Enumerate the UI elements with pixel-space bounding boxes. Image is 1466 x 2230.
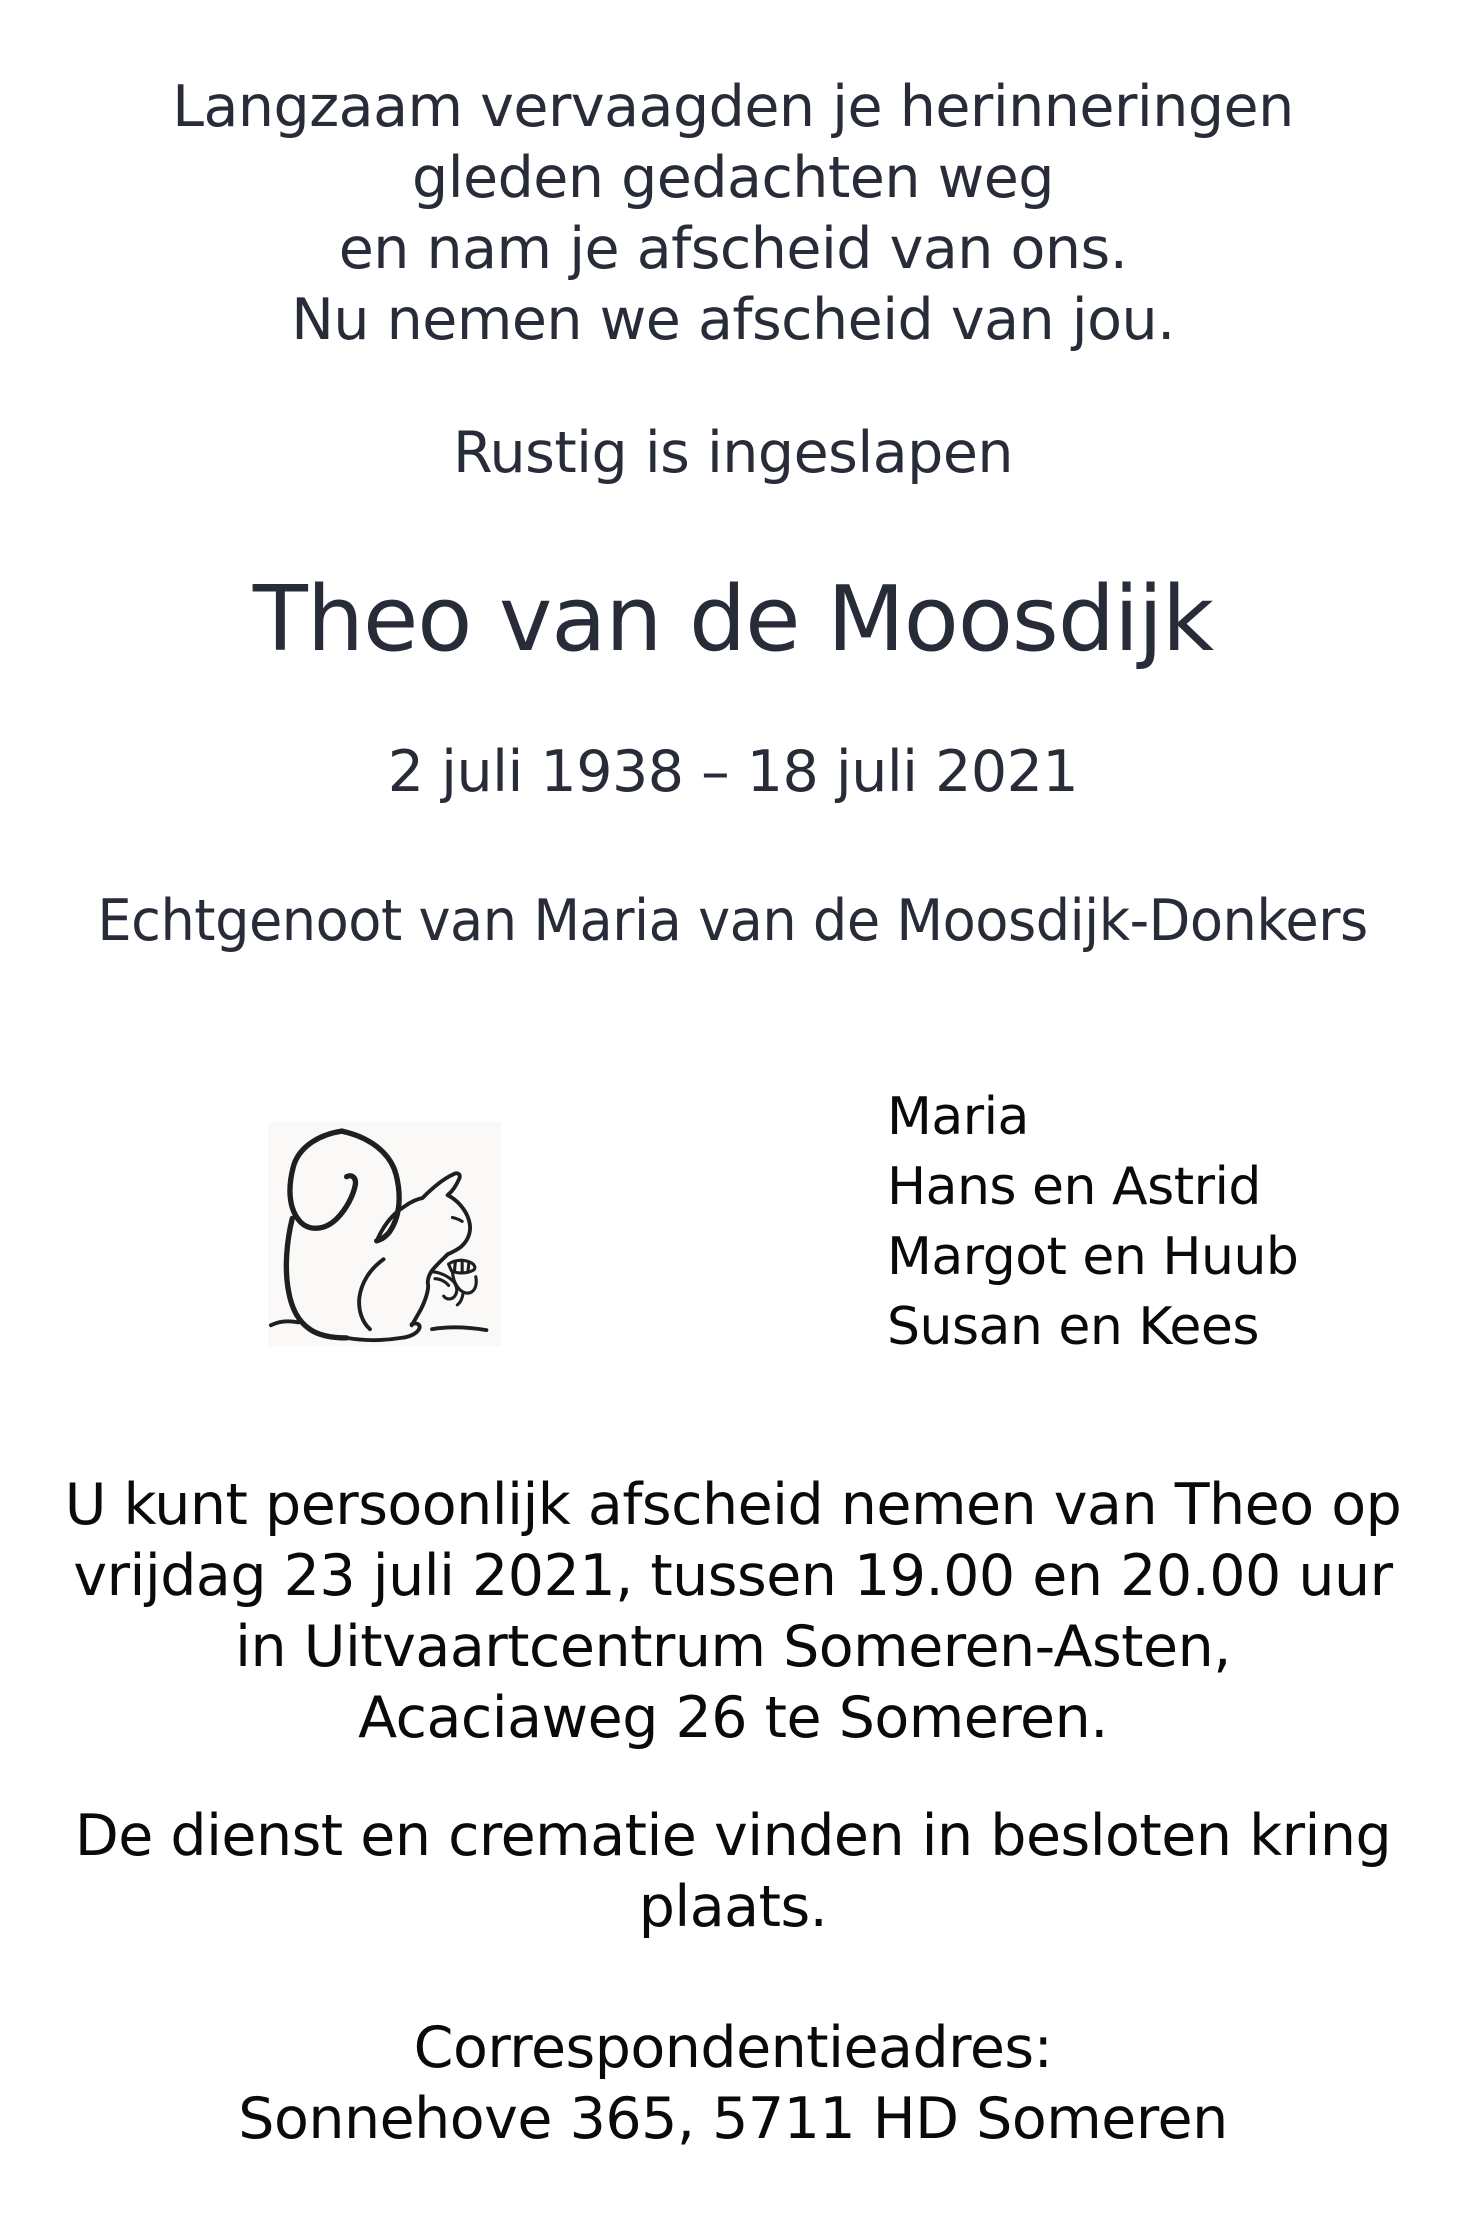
- intro-line: Rustig is ingeslapen: [452, 420, 1014, 486]
- poem: [0, 72, 1466, 356]
- family-member: Susan en Kees: [887, 1297, 1259, 1357]
- visitation-info: [0, 1470, 1466, 1754]
- correspondence-label: Correspondentieadres:: [413, 2015, 1053, 2081]
- relation-line: [0, 886, 1466, 957]
- correspondence-info: [0, 2013, 1466, 2155]
- deceased-name: Theo van de Moosdijk: [252, 567, 1214, 672]
- visitation-line: Acaciaweg 26 te Someren.: [358, 1685, 1108, 1751]
- life-dates: 2 juli 1938 – 18 juli 2021: [387, 739, 1079, 805]
- visitation-line: U kunt persoonlijk afscheid nemen van Theo op: [64, 1472, 1402, 1538]
- visitation-line: in Uitvaartcentrum Someren-Asten,: [235, 1614, 1231, 1680]
- family-section: [0, 1082, 1466, 1362]
- family-member: Margot en Huub: [887, 1227, 1299, 1287]
- private-service-line: plaats.: [638, 1874, 828, 1940]
- visitation-line: vrijdag 23 juli 2021, tussen 19.00 en 20.00 uur: [73, 1543, 1393, 1609]
- poem-line: Langzaam vervaagden je herinneringen: [172, 74, 1294, 140]
- private-service-info: [0, 1801, 1466, 1943]
- poem-line: Nu nemen we afscheid van jou.: [291, 287, 1175, 353]
- poem-line: gleden gedachten weg: [412, 145, 1054, 211]
- relation-text: Echtgenoot van Maria van de Moosdijk-Donkers: [97, 888, 1369, 954]
- family-member: Maria: [887, 1087, 1029, 1147]
- poem-line: en nam je afscheid van ons.: [338, 216, 1128, 282]
- squirrel-acorn-icon: [268, 1122, 501, 1346]
- private-service-line: De dienst en crematie vinden in besloten kring: [74, 1803, 1392, 1869]
- family-names-list: [887, 1082, 1298, 1362]
- family-member: Hans en Astrid: [887, 1157, 1261, 1217]
- squirrel-illustration: [268, 1122, 501, 1346]
- correspondence-address: Sonnehove 365, 5711 HD Someren: [238, 2086, 1228, 2152]
